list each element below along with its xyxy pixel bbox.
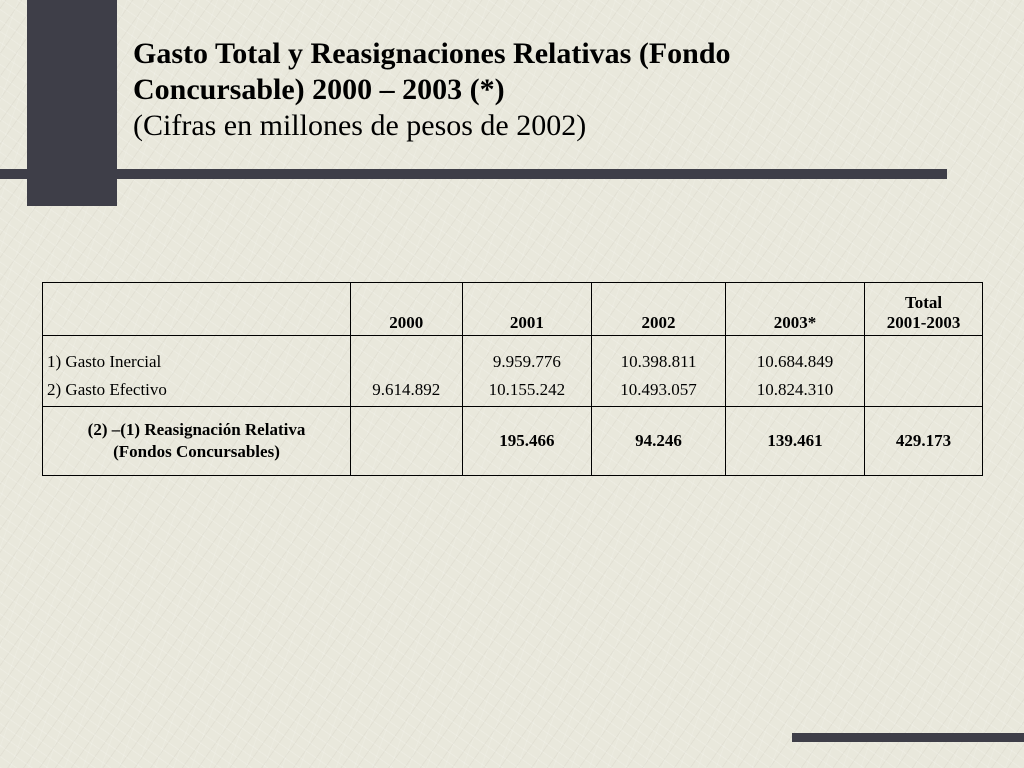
expenditure-table — [42, 282, 983, 476]
cell-2000 — [351, 336, 463, 375]
header-2000: 2000 — [351, 283, 463, 336]
table-header-row — [43, 283, 983, 336]
header-label — [43, 283, 351, 336]
header-total-line-1: Total — [904, 293, 943, 312]
table-row-gasto-efectivo — [43, 374, 983, 407]
cell-2001: 10.155.242 — [462, 374, 592, 407]
title-line-2: Concursable) 2000 – 2003 (*) — [133, 73, 505, 106]
table-row-gasto-inercial — [43, 336, 983, 375]
cell-2002: 10.398.811 — [592, 336, 726, 375]
cell-2002: 94.246 — [592, 407, 726, 476]
cell-2001: 195.466 — [462, 407, 592, 476]
cell-2000: 9.614.892 — [351, 374, 463, 407]
row-label: 1) Gasto Inercial — [43, 336, 351, 375]
header-2003: 2003* — [725, 283, 864, 336]
header-total — [865, 283, 983, 336]
table-row-reasignacion — [43, 407, 983, 476]
row-label-line-1: (2) –(1) Reasignación Relativa — [87, 420, 306, 439]
cell-2003: 139.461 — [725, 407, 864, 476]
decorative-bottom-bar — [792, 733, 1024, 742]
cell-2000 — [351, 407, 463, 476]
header-2002: 2002 — [592, 283, 726, 336]
row-label — [43, 407, 351, 476]
cell-2001: 9.959.776 — [462, 336, 592, 375]
row-label: 2) Gasto Efectivo — [43, 374, 351, 407]
header-total-line-2: 2001-2003 — [886, 313, 961, 332]
cell-total — [865, 336, 983, 375]
cell-2003: 10.684.849 — [725, 336, 864, 375]
title-subtitle: (Cifras en millones de pesos de 2002) — [133, 109, 587, 142]
title-line-1: Gasto Total y Reasignaciones Relativas (Fondo — [133, 37, 731, 70]
header-2001: 2001 — [462, 283, 592, 336]
row-label-line-2: (Fondos Concursables) — [113, 442, 280, 461]
cell-2003: 10.824.310 — [725, 374, 864, 407]
cell-2002: 10.493.057 — [592, 374, 726, 407]
cell-total: 429.173 — [865, 407, 983, 476]
slide-title — [133, 36, 993, 144]
cell-total — [865, 374, 983, 407]
decorative-accent-bar — [0, 169, 947, 179]
